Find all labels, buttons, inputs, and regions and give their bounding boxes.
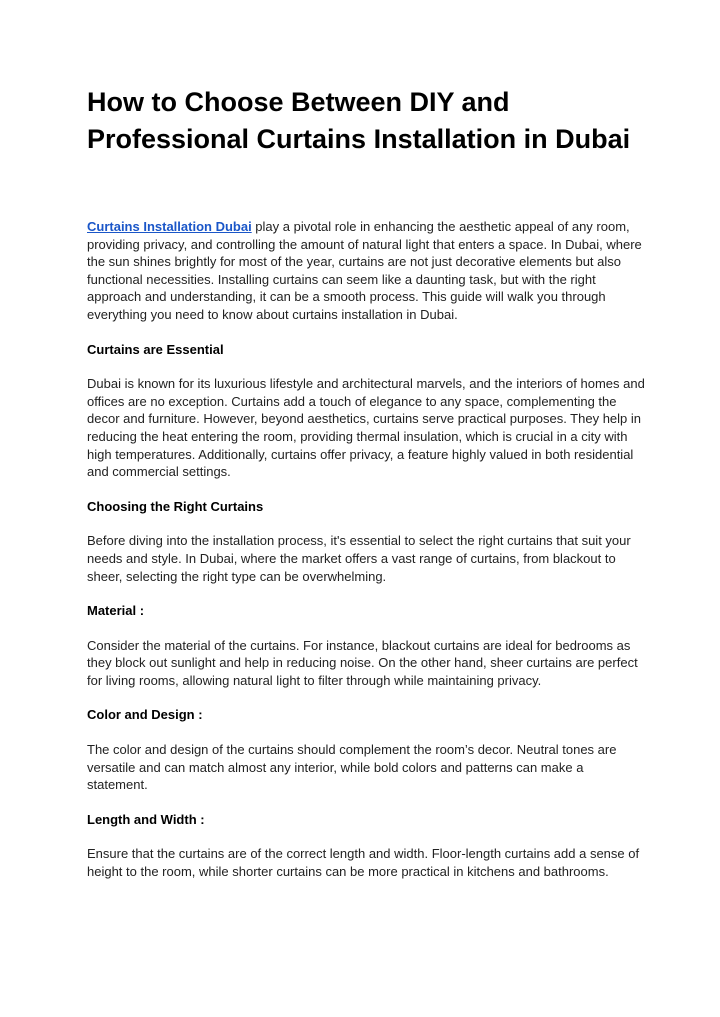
- intro-paragraph: [87, 218, 647, 324]
- section-text-length-width: Ensure that the curtains are of the correct length and width. Floor-length curtains add a sense of height to the room, while shorter curtains can be more practical in kitchens and bathrooms.: [87, 846, 640, 880]
- section-text-color-design: The color and design of the curtains should complement the room’s decor. Neutral tones are versatile and can match almost any interior, while bold colors and patterns can make a statement.: [87, 742, 617, 793]
- page-title: How to Choose Between DIY and Professional Curtains Installation in Dubai: [87, 87, 631, 154]
- section-text-essential: Dubai is known for its luxurious lifestyle and architectural marvels, and the interiors of homes and offices are no exception. Curtains add a touch of elegance to any space, complementing the decor and furniture. However, beyond aesthetics, curtains serve practical purposes. They help in reducing the heat entering the room, providing thermal insulation, which is crucial in a city with high temperatures. Additionally, curtains offer privacy, a feature highly valued in both residential and commercial settings.: [87, 376, 645, 480]
- section-text-choosing: Before diving into the installation process, it's essential to select the right curtains that suit your needs and style. In Dubai, where the market offers a vast range of curtains, from blackout to sheer, selecting the right type can be overwhelming.: [87, 533, 631, 584]
- curtains-installation-link[interactable]: Curtains Installation Dubai: [87, 219, 252, 234]
- section-heading-color-design: Color and Design :: [87, 707, 203, 723]
- intro-text: play a pivotal role in enhancing the aesthetic appeal of any room, providing privacy, and controlling the amount of natural light that enters a space. In Dubai, where the sun shines brightly for most of the year, curtains are not just decorative elements but also functional necessities. Installing curtains can seem like a daunting task, but with the right approach and understanding, it can be a smooth process. This guide will walk you through everything you need to know about curtains installation in Dubai.: [87, 219, 642, 322]
- section-heading-essential: Curtains are Essential: [87, 341, 224, 357]
- article-body: [87, 218, 647, 898]
- section-heading-length-width: Length and Width :: [87, 811, 205, 827]
- section-heading-material: Material :: [87, 603, 145, 619]
- section-text-material: Consider the material of the curtains. For instance, blackout curtains are ideal for bedrooms as they block out sunlight and help in reducing noise. On the other hand, sheer curtains are perfect for living rooms, allowing natural light to filter through while maintaining privacy.: [87, 637, 638, 688]
- section-heading-choosing: Choosing the Right Curtains: [87, 498, 264, 514]
